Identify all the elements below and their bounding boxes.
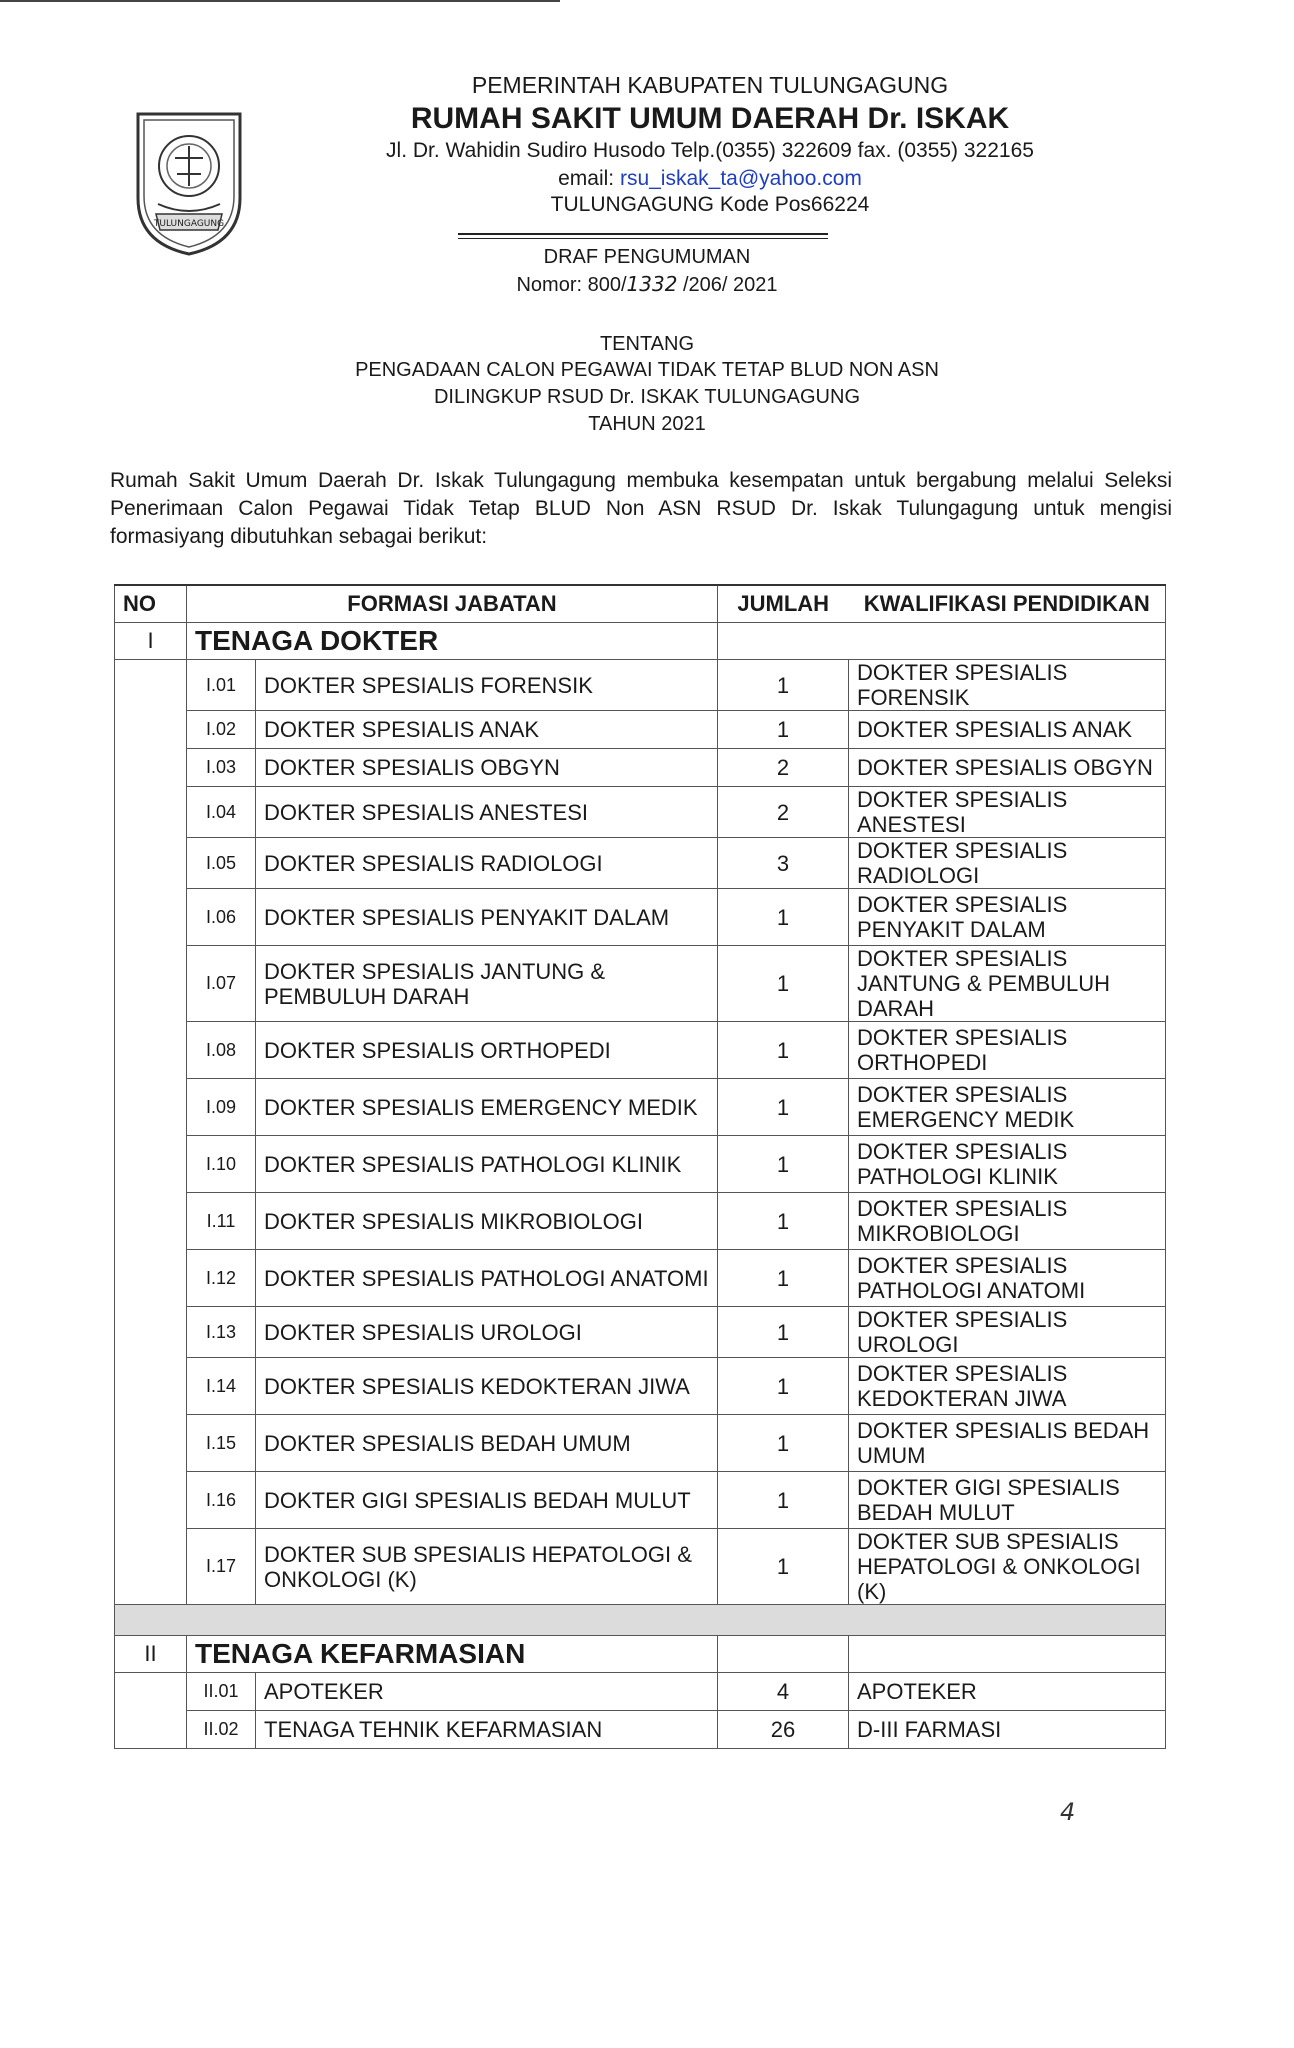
row-jumlah: 1 bbox=[718, 1307, 849, 1358]
letterhead bbox=[290, 72, 1130, 217]
letterhead-rule-thin bbox=[458, 238, 828, 239]
table-row bbox=[115, 1472, 1166, 1529]
hospital-name: RUMAH SAKIT UMUM DAERAH Dr. ISKAK bbox=[410, 102, 1010, 135]
row-jumlah: 1 bbox=[718, 1529, 849, 1605]
row-kualifikasi: DOKTER SPESIALIS BEDAH UMUM bbox=[849, 1415, 1166, 1472]
section-row-pharmacy bbox=[115, 1636, 1166, 1673]
handwritten-page-mark: 4 bbox=[1060, 1798, 1076, 1826]
row-jumlah: 1 bbox=[718, 1136, 849, 1193]
row-jumlah: 26 bbox=[718, 1711, 849, 1749]
section-spacer-cell bbox=[115, 660, 187, 1605]
row-formasi: DOKTER SPESIALIS ANESTESI bbox=[256, 787, 718, 838]
table-row bbox=[115, 1673, 1166, 1711]
letterhead-rule-thick bbox=[458, 233, 828, 235]
row-jumlah: 2 bbox=[718, 787, 849, 838]
row-formasi: DOKTER SPESIALIS RADIOLOGI bbox=[256, 838, 718, 889]
row-code: I.06 bbox=[187, 889, 256, 946]
row-kualifikasi: DOKTER SUB SPESIALIS HEPATOLOGI & ONKOLOGI (K) bbox=[849, 1529, 1166, 1605]
table-row bbox=[115, 1415, 1166, 1472]
section-spacer-cell bbox=[115, 1673, 187, 1749]
row-kualifikasi: DOKTER SPESIALIS MIKROBIOLOGI bbox=[849, 1193, 1166, 1250]
row-jumlah: 3 bbox=[718, 838, 849, 889]
row-kualifikasi: DOKTER SPESIALIS OBGYN bbox=[849, 749, 1166, 787]
subject-line-1: PENGADAAN CALON PEGAWAI TIDAK TETAP BLUD NON ASN bbox=[355, 359, 939, 381]
row-formasi: DOKTER SPESIALIS PENYAKIT DALAM bbox=[256, 889, 718, 946]
row-jumlah: 1 bbox=[718, 1022, 849, 1079]
row-code: II.01 bbox=[187, 1673, 256, 1711]
row-formasi: APOTEKER bbox=[256, 1673, 718, 1711]
email-line bbox=[290, 167, 1130, 191]
table-row bbox=[115, 946, 1166, 1022]
row-formasi: DOKTER SPESIALIS BEDAH UMUM bbox=[256, 1415, 718, 1472]
section-name: TENAGA DOKTER bbox=[187, 623, 718, 660]
row-kualifikasi: DOKTER SPESIALIS EMERGENCY MEDIK bbox=[849, 1079, 1166, 1136]
logo-text: TULUNGAGUNG bbox=[153, 219, 225, 229]
section-number: I bbox=[115, 623, 187, 660]
row-formasi: TENAGA TEHNIK KEFARMASIAN bbox=[256, 1711, 718, 1749]
table-row bbox=[115, 1250, 1166, 1307]
table-row bbox=[115, 787, 1166, 838]
row-formasi: DOKTER SPESIALIS EMERGENCY MEDIK bbox=[256, 1079, 718, 1136]
tentang-label: TENTANG bbox=[599, 333, 695, 355]
row-code: I.16 bbox=[187, 1472, 256, 1529]
row-formasi: DOKTER SPESIALIS PATHOLOGI ANATOMI bbox=[256, 1250, 718, 1307]
row-jumlah: 1 bbox=[718, 1358, 849, 1415]
row-code: I.17 bbox=[187, 1529, 256, 1605]
header-jumlah: JUMLAH bbox=[718, 585, 849, 623]
row-jumlah: 1 bbox=[718, 1472, 849, 1529]
row-code: I.12 bbox=[187, 1250, 256, 1307]
row-kualifikasi: DOKTER SPESIALIS PATHOLOGI KLINIK bbox=[849, 1136, 1166, 1193]
table-row bbox=[115, 1307, 1166, 1358]
row-code: I.02 bbox=[187, 711, 256, 749]
row-jumlah: 2 bbox=[718, 749, 849, 787]
row-jumlah: 1 bbox=[718, 1415, 849, 1472]
row-formasi: DOKTER SPESIALIS KEDOKTERAN JIWA bbox=[256, 1358, 718, 1415]
table-row bbox=[115, 889, 1166, 946]
table-row bbox=[115, 1136, 1166, 1193]
city-postcode: TULUNGAGUNG Kode Pos66224 bbox=[550, 193, 870, 216]
row-formasi: DOKTER SPESIALIS JANTUNG & PEMBULUH DARAH bbox=[256, 946, 718, 1022]
table-row bbox=[115, 1193, 1166, 1250]
row-kualifikasi: DOKTER SPESIALIS UROLOGI bbox=[849, 1307, 1166, 1358]
row-formasi: DOKTER SPESIALIS PATHOLOGI KLINIK bbox=[256, 1136, 718, 1193]
row-jumlah: 1 bbox=[718, 1193, 849, 1250]
table-row bbox=[115, 1711, 1166, 1749]
section-empty-cell bbox=[718, 623, 1166, 660]
row-jumlah: 1 bbox=[718, 946, 849, 1022]
row-kualifikasi: DOKTER GIGI SPESIALIS BEDAH MULUT bbox=[849, 1472, 1166, 1529]
section-number: II bbox=[115, 1636, 187, 1673]
section-empty-jumlah bbox=[718, 1636, 849, 1673]
row-kualifikasi: D-III FARMASI bbox=[849, 1711, 1166, 1749]
row-kualifikasi: DOKTER SPESIALIS RADIOLOGI bbox=[849, 838, 1166, 889]
header-no: NO bbox=[115, 585, 187, 623]
row-kualifikasi: APOTEKER bbox=[849, 1673, 1166, 1711]
row-kualifikasi: DOKTER SPESIALIS ANAK bbox=[849, 711, 1166, 749]
row-kualifikasi: DOKTER SPESIALIS JANTUNG & PEMBULUH DARAH bbox=[849, 946, 1166, 1022]
row-code: I.15 bbox=[187, 1415, 256, 1472]
row-formasi: DOKTER SPESIALIS OBGYN bbox=[256, 749, 718, 787]
table-row bbox=[115, 1022, 1166, 1079]
row-jumlah: 1 bbox=[718, 889, 849, 946]
row-code: I.05 bbox=[187, 838, 256, 889]
email-link[interactable]: rsu_iskak_ta@yahoo.com bbox=[619, 167, 862, 190]
row-code: I.13 bbox=[187, 1307, 256, 1358]
table-row bbox=[115, 660, 1166, 711]
row-code: I.10 bbox=[187, 1136, 256, 1193]
row-kualifikasi: DOKTER SPESIALIS PATHOLOGI ANATOMI bbox=[849, 1250, 1166, 1307]
table-row bbox=[115, 1529, 1166, 1605]
section-empty-kualifikasi bbox=[849, 1636, 1166, 1673]
row-formasi: DOKTER SPESIALIS MIKROBIOLOGI bbox=[256, 1193, 718, 1250]
row-jumlah: 1 bbox=[718, 660, 849, 711]
nomor-prefix: Nomor: 800/ bbox=[516, 274, 627, 296]
row-formasi: DOKTER SPESIALIS FORENSIK bbox=[256, 660, 718, 711]
formation-table bbox=[114, 584, 1166, 1749]
row-code: I.07 bbox=[187, 946, 256, 1022]
email-label: email: bbox=[558, 167, 620, 190]
row-code: I.03 bbox=[187, 749, 256, 787]
row-jumlah: 1 bbox=[718, 1079, 849, 1136]
intro-paragraph: Rumah Sakit Umum Daerah Dr. Iskak Tulungagung membuka kesempatan untuk bergabung melalui Seleksi Penerimaan Calon Pegawai Tidak Tetap BLUD Non ASN RSUD Dr. Iskak Tulungagung untuk mengisi formasiyang dibutuhkan sebagai berikut: bbox=[110, 469, 1172, 548]
handwritten-number: 1332 bbox=[626, 272, 678, 296]
row-jumlah: 4 bbox=[718, 1673, 849, 1711]
header-formasi: FORMASI JABATAN bbox=[187, 585, 718, 623]
row-code: I.09 bbox=[187, 1079, 256, 1136]
regency-logo bbox=[130, 108, 248, 258]
row-code: II.02 bbox=[187, 1711, 256, 1749]
table-row bbox=[115, 1358, 1166, 1415]
row-kualifikasi: DOKTER SPESIALIS ANESTESI bbox=[849, 787, 1166, 838]
row-jumlah: 1 bbox=[718, 711, 849, 749]
row-code: I.14 bbox=[187, 1358, 256, 1415]
subject-year: TAHUN 2021 bbox=[588, 413, 706, 435]
section-row-doctors bbox=[115, 623, 1166, 660]
address-line: Jl. Dr. Wahidin Sudiro Husodo Telp.(0355) 322609 fax. (0355) 322165 bbox=[386, 139, 1034, 162]
row-kualifikasi: DOKTER SPESIALIS ORTHOPEDI bbox=[849, 1022, 1166, 1079]
document-number bbox=[0, 272, 1294, 297]
row-kualifikasi: DOKTER SPESIALIS FORENSIK bbox=[849, 660, 1166, 711]
row-formasi: DOKTER SPESIALIS ORTHOPEDI bbox=[256, 1022, 718, 1079]
row-formasi: DOKTER SUB SPESIALIS HEPATOLOGI & ONKOLOGI (K) bbox=[256, 1529, 718, 1605]
government-name: PEMERINTAH KABUPATEN TULUNGAGUNG bbox=[471, 72, 949, 98]
table-row bbox=[115, 711, 1166, 749]
row-code: I.01 bbox=[187, 660, 256, 711]
row-kualifikasi: DOKTER SPESIALIS KEDOKTERAN JIWA bbox=[849, 1358, 1166, 1415]
divider-cell bbox=[115, 1605, 1166, 1636]
row-formasi: DOKTER SPESIALIS ANAK bbox=[256, 711, 718, 749]
row-jumlah: 1 bbox=[718, 1250, 849, 1307]
row-formasi: DOKTER GIGI SPESIALIS BEDAH MULUT bbox=[256, 1472, 718, 1529]
table-row bbox=[115, 1079, 1166, 1136]
table-row bbox=[115, 749, 1166, 787]
row-kualifikasi: DOKTER SPESIALIS PENYAKIT DALAM bbox=[849, 889, 1166, 946]
table-header-row bbox=[115, 585, 1166, 623]
header-kualifikasi: KWALIFIKASI PENDIDIKAN bbox=[849, 585, 1166, 623]
top-scan-line bbox=[0, 0, 560, 2]
section-name: TENAGA KEFARMASIAN bbox=[187, 1636, 718, 1673]
nomor-suffix: /206/ 2021 bbox=[677, 274, 778, 296]
row-code: I.08 bbox=[187, 1022, 256, 1079]
row-code: I.04 bbox=[187, 787, 256, 838]
row-code: I.11 bbox=[187, 1193, 256, 1250]
draft-title: DRAF PENGUMUMAN bbox=[543, 246, 751, 268]
row-formasi: DOKTER SPESIALIS UROLOGI bbox=[256, 1307, 718, 1358]
section-divider bbox=[115, 1605, 1166, 1636]
subject-line-2: DILINGKUP RSUD Dr. ISKAK TULUNGAGUNG bbox=[433, 386, 860, 408]
table-row bbox=[115, 838, 1166, 889]
